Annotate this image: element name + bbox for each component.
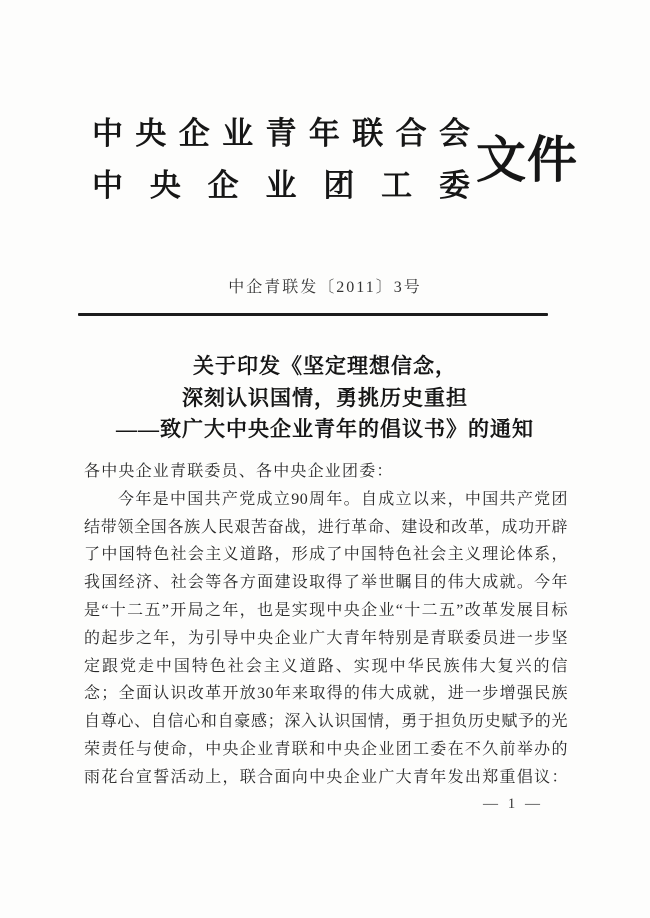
title-line-1: 关于印发《坚定理想信念， <box>193 354 457 378</box>
body-line: 定跟党走中国特色社会主义道路、实现中华民族伟大复兴的信 <box>84 657 568 675</box>
body-line: 自尊心、自信心和自豪感；深入认识国情，勇于担负历史赋予的光 <box>84 713 568 731</box>
org-name-line1: 中央企业青年联合会 <box>92 116 470 151</box>
salutation-line: 各中央企业青联委员、各中央企业团委： <box>84 463 394 480</box>
title-line-3: ——致广大中央企业青年的倡议书》的通知 <box>116 417 534 441</box>
body-line: 今年是中国共产党成立90周年。自成立以来，中国共产党团 <box>118 490 568 508</box>
header-divider-rule <box>78 313 548 316</box>
body-line: 雨花台宣誓活动上，联合面向中央企业广大青年发出郑重倡议： <box>84 768 568 786</box>
body-line: 我国经济、社会等各方面建设取得了举世瞩目的伟大成就。今年 <box>84 574 568 592</box>
document-type-label: 文件 <box>476 132 578 188</box>
org-name-line2: 中央企业团工委 <box>92 168 470 203</box>
body-line: 的起步之年，为引导中央企业广大青年特别是青联委员进一步坚 <box>84 629 568 647</box>
document-body <box>84 458 568 792</box>
body-line: 荣责任与使命，中央企业青联和中央企业团工委在不久前举办的 <box>84 740 568 758</box>
document-title <box>0 351 650 446</box>
page-number: — 1 — <box>483 796 543 812</box>
document-letterhead <box>92 108 578 212</box>
body-line: 念；全面认识改革开放30年来取得的伟大成就，进一步增强民族 <box>84 685 568 703</box>
body-line: 结带领全国各族人民艰苦奋战，进行革命、建设和改革，成功开辟 <box>84 518 568 536</box>
document-reference-number: 中企青联发〔2011〕3号 <box>228 279 422 296</box>
body-line: 了中国特色社会主义道路，形成了中国特色社会主义理论体系， <box>84 546 568 564</box>
title-line-2: 深刻认识国情，勇挑历史重担 <box>182 385 468 410</box>
body-line: 是“十二五”开局之年，也是实现中央企业“十二五”改革发展目标 <box>84 601 568 619</box>
issuing-organizations <box>92 108 470 212</box>
